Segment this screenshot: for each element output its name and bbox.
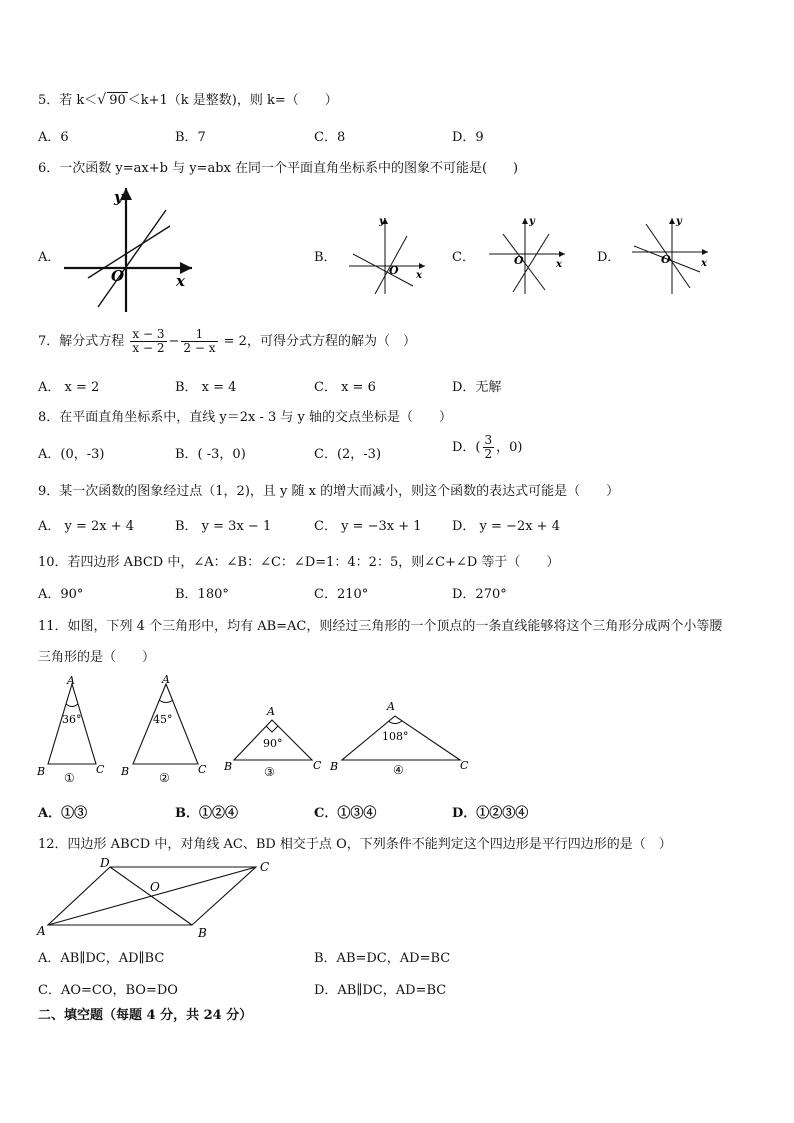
q9-option-b: B． y = 3x − 1: [175, 519, 272, 534]
q7-fraction-1-den: x − 2: [132, 341, 165, 356]
q8-option-b: B．( -3，0): [175, 447, 246, 462]
q11-tri3-vertex-a: A: [267, 705, 275, 718]
q8-stem: 8．在平面直角坐标系中，直线 y＝2x - 3 与 y 轴的交点坐标是（ ）: [38, 410, 453, 425]
q11-tri3-vertex-c: C: [313, 759, 322, 772]
q7-minus: −: [168, 334, 180, 350]
q11-tri1-angle: 36°: [62, 713, 82, 726]
q12-vertex-d: D: [100, 856, 110, 870]
section-2-title: 二、填空题（每题 4 分，共 24 分）: [38, 1008, 253, 1023]
q6-stem: 6．一次函数 y=ax+b 与 y=abx 在同一个平面直角坐标系中的图象不可能是( ): [38, 161, 519, 176]
q11-option-a: A．①③: [38, 806, 88, 821]
q7-fraction-1-num: x − 3: [132, 327, 165, 341]
q11-stem-line2: 三角形的是（ ）: [38, 650, 156, 665]
q6-label-d: D．: [597, 250, 621, 265]
q12-stem: 12．四边形 ABCD 中，对角线 AC、BD 相交于点 O，下列条件不能判定这个四边形是平行四边形的是（ ）: [38, 837, 672, 852]
q5-stem-post: ＜k+1（k 是整数)，则 k=（ ）: [127, 93, 338, 108]
q8-option-d-pre: D．(: [452, 440, 481, 456]
q12-option-d: D．AB∥DC，AD=BC: [314, 983, 447, 998]
q6-graph-a: [58, 182, 198, 314]
q8-option-d-num: 3: [484, 433, 493, 447]
q6-graph-a-y-label: y: [114, 188, 123, 206]
q6-graph-a-origin: O: [111, 267, 125, 285]
q12-vertex-c: C: [260, 860, 270, 874]
q11-tri1-vertex-a: A: [67, 674, 75, 687]
q7-option-c: C． x = 6: [314, 380, 376, 395]
q11-tri4-number: ④: [393, 763, 404, 777]
q11-triangle-1: [36, 674, 105, 785]
q5-option-c: C．8: [314, 130, 346, 145]
q11-tri1-number: ①: [64, 771, 75, 785]
q11-triangle-4: [329, 700, 469, 777]
q6-graph-d: [628, 212, 713, 296]
q9-stem: 9．某一次函数的图象经过点（1，2)，且 y 随 x 的增大而减小，则这个函数的表达式可能是（ ）: [38, 484, 620, 499]
q6-graph-c: [485, 212, 570, 296]
q8-option-d-den: 2: [484, 447, 493, 462]
q12-option-a: A．AB∥DC，AD∥BC: [38, 951, 165, 966]
q11-tri2-vertex-b: B: [121, 765, 130, 778]
q7-stem: [38, 328, 416, 355]
q10-option-a: A．90°: [38, 587, 84, 602]
q11-triangle-3: [223, 705, 322, 779]
q12-vertex-a: A: [37, 924, 46, 938]
q7-option-d: D．无解: [452, 380, 502, 395]
q8-option-d-fraction: [483, 434, 495, 461]
q11-tri2-vertex-a: A: [162, 673, 170, 686]
q7-fraction-2: [181, 328, 217, 355]
q11-tri1-vertex-b: B: [37, 765, 46, 778]
q6-graph-b-origin: O: [389, 264, 399, 277]
q11-tri2-angle: 45°: [153, 713, 173, 726]
q8-option-d-post: ，0): [496, 440, 523, 456]
q11-tri4-vertex-c: C: [460, 759, 469, 772]
q11-option-d: D．①②③④: [452, 806, 529, 821]
q12-option-c: C．AO=CO，BO=DO: [38, 983, 178, 998]
q11-stem-line1: 11．如图，下列 4 个三角形中，均有 AB=AC，则经过三角形的一个顶点的一条直线能够将这个三角形分成两个小等腰: [38, 619, 723, 634]
q11-option-b: B．①②④: [175, 806, 238, 821]
q11-tri4-vertex-b: B: [330, 760, 339, 773]
q6-graph-b: [345, 212, 430, 296]
q11-tri3-angle: 90°: [263, 737, 283, 750]
q5-radicand: 90: [109, 93, 126, 108]
q11-tri4-angle: 108°: [382, 730, 409, 743]
q6-label-a: A．: [38, 250, 61, 265]
q8-option-a: A．(0，-3): [38, 447, 105, 462]
q12-vertex-b: B: [198, 926, 207, 940]
q5-stem: 5．若 k＜√ 90 ＜k+1（k 是整数)，则 k=（ ）: [38, 92, 338, 108]
q7-stem-post: = 2，可得分式方程的解为（ ）: [223, 334, 416, 350]
q8-option-c: C．(2，-3): [314, 447, 382, 462]
q5-option-a: A．6: [38, 130, 69, 145]
q5-option-b: B．7: [175, 130, 206, 145]
q10-stem: 10．若四边形 ABCD 中，∠A：∠B：∠C：∠D=1：4：2：5，则∠C+∠D 等于（ ）: [38, 555, 560, 570]
q7-option-a: A． x = 2: [38, 380, 100, 395]
q9-option-d: D． y = −2x + 4: [452, 519, 560, 534]
q7-fraction-2-den: 2 − x: [183, 341, 216, 356]
q7-fraction-2-num: 1: [181, 328, 217, 342]
q5-stem-pre: 5．若 k＜: [38, 93, 98, 108]
q11-tri2-vertex-c: C: [198, 763, 207, 776]
q7-option-b: B． x = 4: [175, 380, 237, 395]
q9-option-c: C． y = −3x + 1: [314, 519, 422, 534]
q7-fraction-1: [130, 328, 166, 355]
q8-option-d: [452, 434, 522, 461]
q10-option-c: C．210°: [314, 587, 369, 602]
q6-graph-d-origin: O: [661, 253, 671, 266]
q6-graph-c-y-label: y: [529, 216, 535, 227]
q6-graph-b-x-label: x: [416, 270, 422, 281]
q11-triangles-figure: [30, 672, 480, 788]
q6-graph-c-origin: O: [514, 254, 524, 267]
q7-stem-pre: 7．解分式方程: [38, 334, 125, 350]
q11-triangle-2: [120, 673, 207, 785]
q6-label-c: C．: [452, 250, 475, 265]
q5-option-d: D．9: [452, 130, 484, 145]
q12-option-b: B．AB=DC，AD=BC: [314, 951, 451, 966]
q11-tri3-number: ③: [264, 765, 275, 779]
q6-graph-a-x-label: x: [176, 272, 185, 290]
q12-parallelogram-figure: [34, 853, 284, 943]
q11-tri4-vertex-a: A: [387, 700, 395, 713]
q11-tri2-number: ②: [159, 771, 170, 785]
q6-graph-d-y-label: y: [676, 216, 682, 227]
q10-option-b: B．180°: [175, 587, 229, 602]
q11-tri1-vertex-c: C: [96, 763, 105, 776]
q6-graph-d-x-label: x: [701, 258, 707, 269]
q11-option-c: C．①③④: [314, 806, 377, 821]
q9-option-a: A． y = 2x + 4: [38, 519, 135, 534]
q6-label-b: B．: [314, 250, 337, 265]
q11-tri3-vertex-b: B: [224, 760, 233, 773]
q6-graph-b-y-label: y: [379, 216, 385, 227]
q6-graph-c-x-label: x: [556, 259, 562, 270]
q12-center-o: O: [150, 880, 160, 894]
q10-option-d: D．270°: [452, 587, 507, 602]
